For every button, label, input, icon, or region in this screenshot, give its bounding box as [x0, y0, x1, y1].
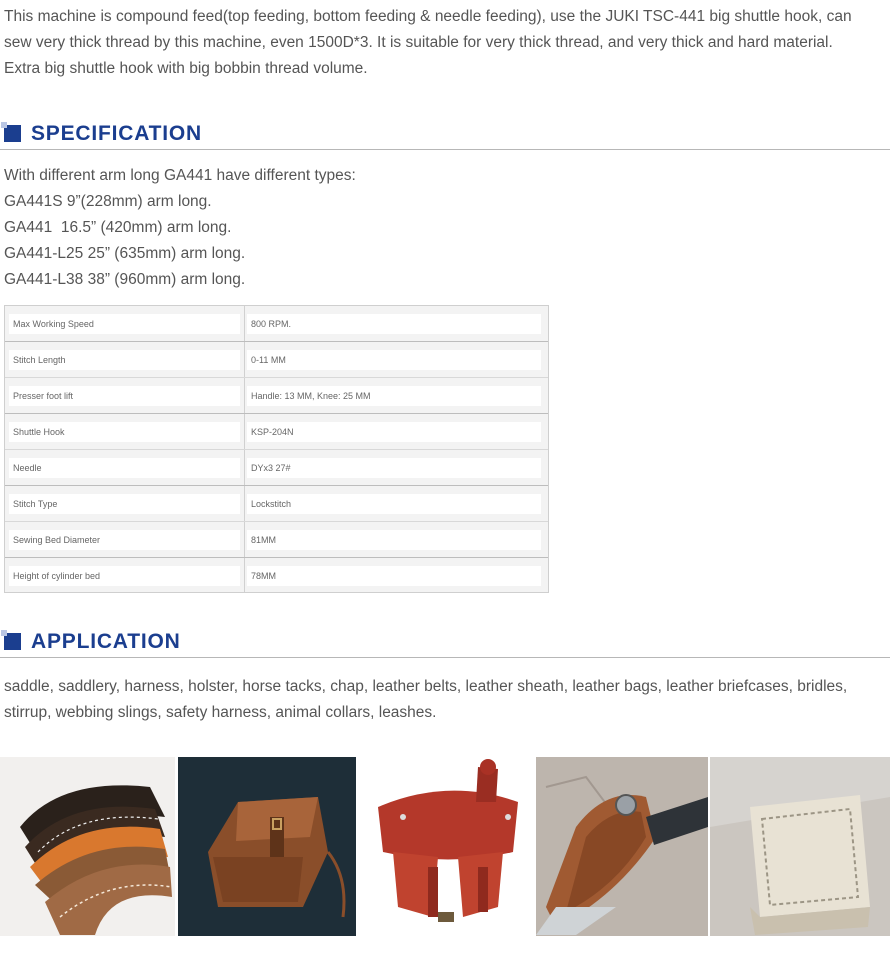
product-gallery	[0, 757, 890, 936]
spec-value: 81MM	[247, 530, 541, 550]
table-row	[5, 414, 548, 450]
application-paragraph	[4, 674, 890, 726]
leather-bag-photo	[178, 757, 356, 936]
table-row	[5, 486, 548, 522]
model-list-item: GA441S 9”(228mm) arm long.	[4, 193, 212, 210]
model-list-item: GA441-L38 38” (960mm) arm long.	[4, 271, 246, 288]
spec-table	[4, 305, 549, 593]
spec-value: KSP-204N	[247, 422, 541, 442]
section-divider	[0, 149, 890, 150]
saddle-photo	[358, 757, 533, 936]
table-row	[5, 378, 548, 414]
model-list-item: GA441-L25 25” (635mm) arm long.	[4, 245, 246, 262]
application-line-2: stirrup, webbing slings, safety harness, animal collars, leashes.	[4, 704, 437, 721]
table-row	[5, 306, 548, 342]
specification-header	[4, 119, 890, 149]
table-row	[5, 450, 548, 486]
application-line-1: saddle, saddlery, harness, holster, horse tacks, chap, leather belts, leather sheath, leather bags, leather briefcases, bridles,	[4, 678, 848, 695]
heading-square-icon	[4, 633, 21, 650]
spec-label: Height of cylinder bed	[9, 566, 240, 586]
table-row	[5, 522, 548, 558]
model-list-intro: With different arm long GA441 have different types:	[4, 167, 356, 184]
table-row	[5, 342, 548, 378]
intro-line-2: sew very thick thread by this machine, even 1500D*3. It is suitable for very thick thread, and very thick and hard material.	[4, 34, 833, 51]
spec-value: Handle: 13 MM, Knee: 25 MM	[247, 386, 541, 406]
stitched-pad-photo	[710, 757, 890, 936]
intro-paragraph	[4, 4, 888, 82]
spec-value: 0-11 MM	[247, 350, 541, 370]
spec-label: Presser foot lift	[9, 386, 240, 406]
spec-label: Sewing Bed Diameter	[9, 530, 240, 550]
model-list-item: GA441 16.5” (420mm) arm long.	[4, 219, 232, 236]
specification-title: SPECIFICATION	[31, 122, 203, 145]
spec-value: 800 RPM.	[247, 314, 541, 334]
spec-value: 78MM	[247, 566, 541, 586]
spec-label: Shuttle Hook	[9, 422, 240, 442]
leather-straps-photo	[0, 757, 175, 936]
model-list	[4, 163, 356, 293]
section-divider	[0, 657, 890, 658]
application-title: APPLICATION	[31, 630, 181, 653]
spec-label: Needle	[9, 458, 240, 478]
heading-square-icon	[4, 125, 21, 142]
spec-value: Lockstitch	[247, 494, 541, 514]
spec-value: DYx3 27#	[247, 458, 541, 478]
intro-line-3: Extra big shuttle hook with big bobbin thread volume.	[4, 60, 368, 77]
spec-label: Stitch Type	[9, 494, 240, 514]
intro-line-1: This machine is compound feed(top feeding, bottom feeding & needle feeding), use the JUKI TSC-441 big shuttle hook, can	[4, 8, 852, 25]
knife-sheath-photo	[536, 757, 708, 936]
spec-label: Max Working Speed	[9, 314, 240, 334]
application-header	[4, 627, 890, 657]
table-row	[5, 558, 548, 594]
spec-label: Stitch Length	[9, 350, 240, 370]
